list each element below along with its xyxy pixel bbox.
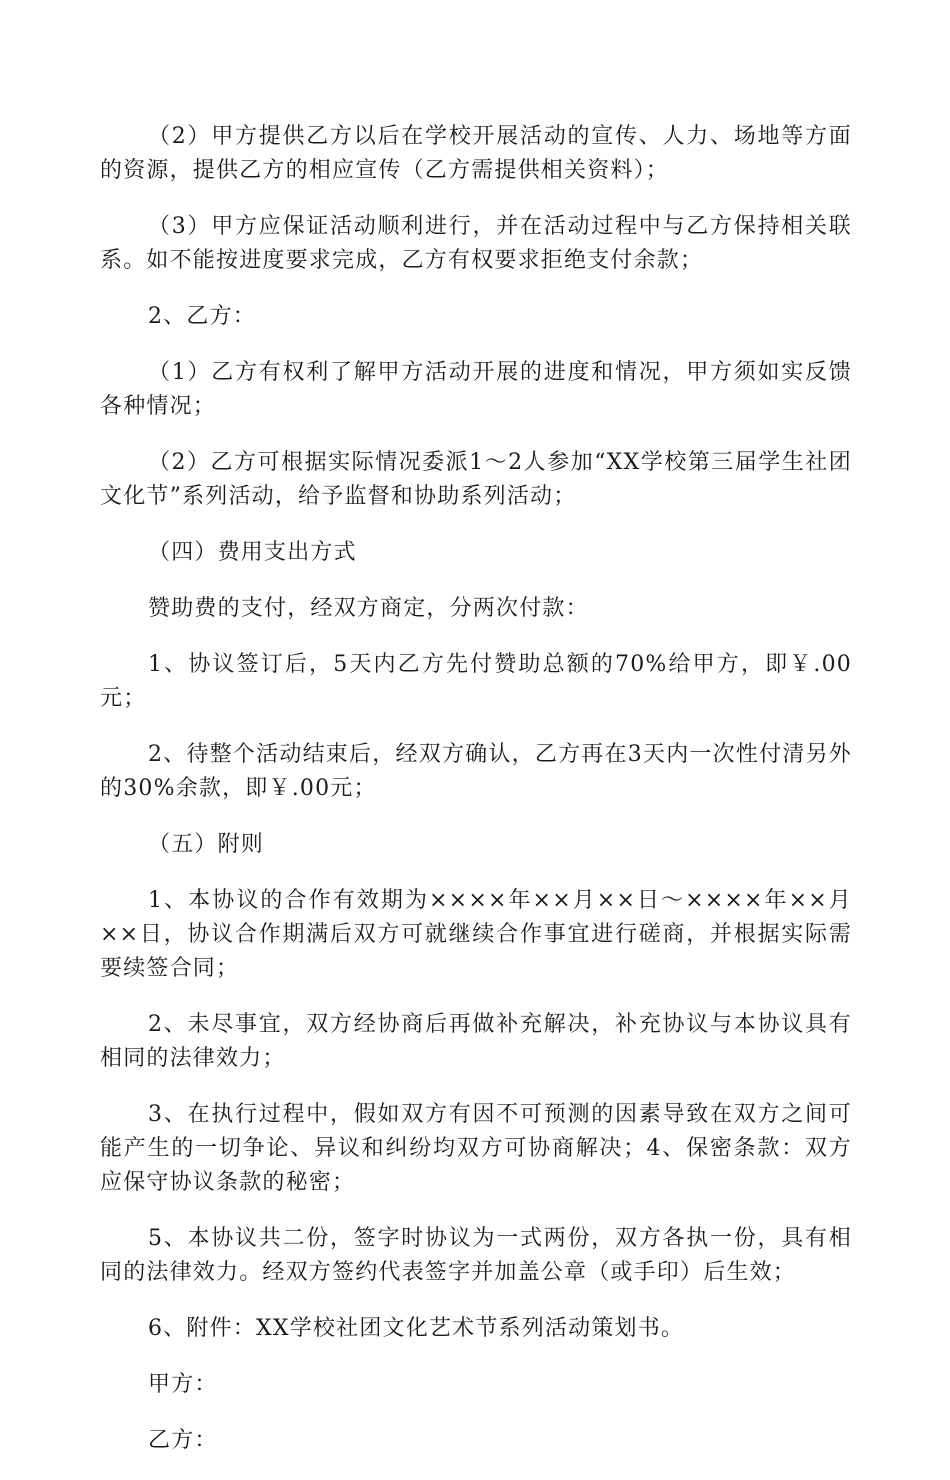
paragraph-provision-6: 6、附件：XX学校社团文化艺术节系列活动策划书。 xyxy=(148,1316,685,1341)
paragraph-provision-5: 5、本协议共二份，签字时协议为一式两份，双方各执一份，具有相同的法律效力。经双方签约代表签字并加盖公章（或手印）后生效； xyxy=(100,1226,852,1285)
heading-payment-method: （四）费用支出方式 xyxy=(148,540,357,565)
paragraph-payment-2: 2、待整个活动结束后，经双方确认，乙方再在3天内一次性付清另外的30%余款，即￥.00元； xyxy=(100,742,852,801)
paragraph-party-b-clause-2: （2）乙方可根据实际情况委派1～2人参加“XX学校第三届学生社团文化节”系列活动，给予监督和协助系列活动； xyxy=(100,450,852,509)
signature-party-b: 乙方： xyxy=(148,1428,218,1453)
paragraph-party-a-clause-3: （3）甲方应保证活动顺利进行，并在活动过程中与乙方保持相关联系。如不能按进度要求完成，乙方有权要求拒绝支付余款； xyxy=(100,214,852,273)
document-body xyxy=(100,120,852,1480)
signature-party-a: 甲方： xyxy=(148,1372,218,1397)
paragraph-provision-2: 2、未尽事宜，双方经协商后再做补充解决，补充协议与本协议具有相同的法律效力； xyxy=(100,1012,852,1071)
heading-party-b: 2、乙方： xyxy=(148,304,256,329)
paragraph-party-a-clause-2: （2）甲方提供乙方以后在学校开展活动的宣传、人力、场地等方面的资源，提供乙方的相应宣传（乙方需提供相关资料）； xyxy=(100,124,852,183)
paragraph-payment-1: 1、协议签订后，5天内乙方先付赞助总额的70%给甲方，即￥.00元； xyxy=(100,652,852,711)
paragraph-provision-3-4: 3、在执行过程中，假如双方有因不可预测的因素导致在双方之间可能产生的一切争论、异议和纠纷均双方可协商解决；4、保密条款：双方应保守协议条款的秘密； xyxy=(100,1102,852,1195)
paragraph-provision-1: 1、本协议的合作有效期为××××年××月××日～××××年××月××日，协议合作期满后双方可就继续合作事宜进行磋商，并根据实际需要续签合同； xyxy=(100,888,852,981)
heading-supplementary-provisions: （五）附则 xyxy=(148,832,265,857)
paragraph-payment-intro: 赞助费的支付，经双方商定，分两次付款： xyxy=(148,596,589,621)
paragraph-party-b-clause-1: （1）乙方有权利了解甲方活动开展的进度和情况，甲方须如实反馈各种情况； xyxy=(100,360,852,419)
